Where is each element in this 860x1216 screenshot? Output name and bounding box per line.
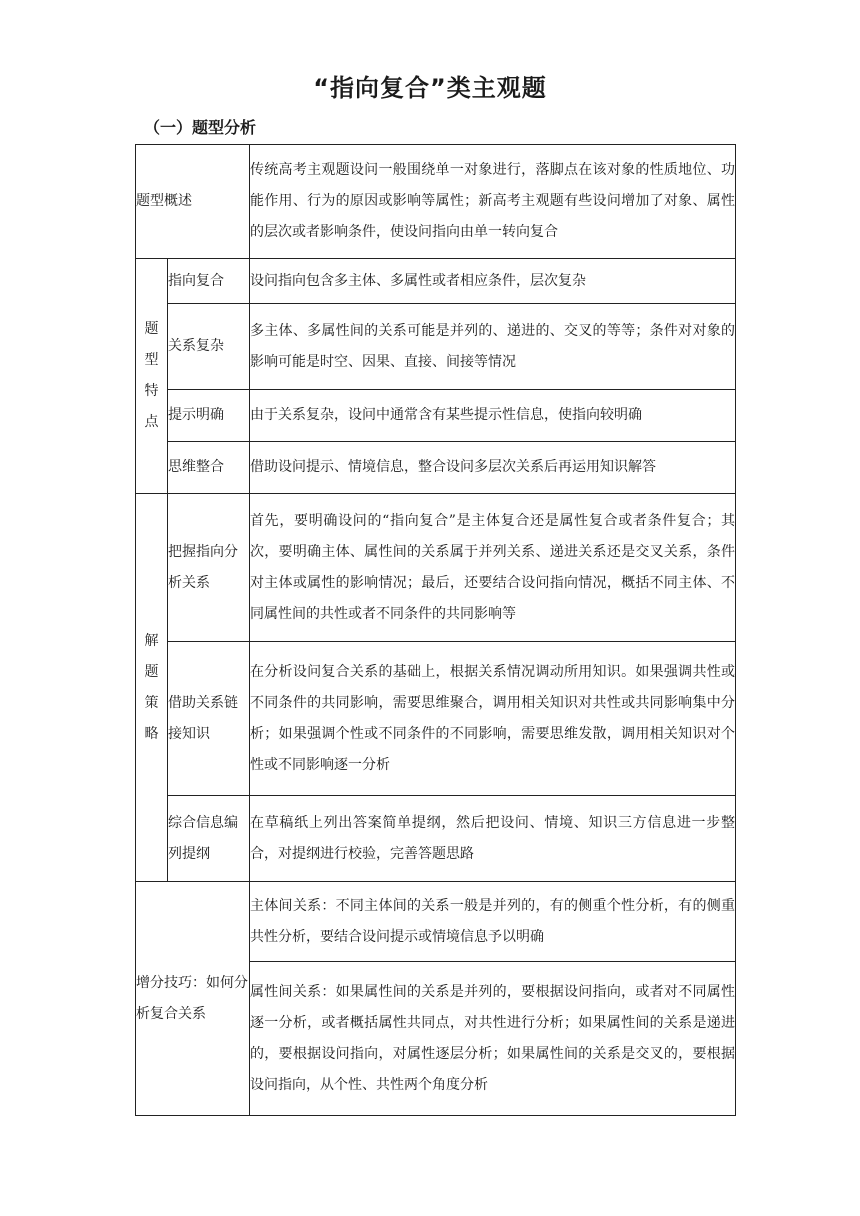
overview-label: 题型概述: [136, 145, 250, 259]
feature-row: [136, 304, 736, 390]
tips-row: [136, 882, 736, 962]
feature-content: 多主体、多属性间的关系可能是并列的、递进的、交叉的等等；条件对对象的影响可能是时空、因果、直接、间接等情况: [250, 304, 736, 390]
overview-row: [136, 145, 736, 259]
strategy-group-char: 题: [144, 663, 159, 680]
feature-row: [136, 442, 736, 494]
feature-label: 指向复合: [168, 259, 250, 304]
tips-label: 增分技巧：如何分析复合关系: [136, 882, 250, 1116]
strategy-group-char: 略: [144, 725, 159, 742]
strategy-group-char: 策: [144, 694, 159, 711]
strategy-row: [136, 494, 736, 642]
analysis-table: [135, 144, 736, 1116]
feature-label: 提示明确: [168, 390, 250, 442]
section-title: （一）题型分析: [144, 118, 257, 137]
strategy-content: 在分析设问复合关系的基础上，根据关系情况调动所用知识。如果强调共性或不同条件的共同影响，需要思维聚合，调用相关知识对共性或共同影响集中分析；如果强调个性或不同条件的不同影响，需要思维发散，调用相关知识对个性或不同影响逐一分析: [250, 642, 736, 796]
strategy-group-label: [136, 494, 168, 882]
feature-content: 设问指向包含多主体、多属性或者相应条件，层次复杂: [250, 259, 736, 304]
feature-row: [136, 390, 736, 442]
feature-row: [136, 259, 736, 304]
features-group-label: [136, 259, 168, 494]
strategy-label: 把握指向分析关系: [168, 494, 250, 642]
strategy-row: [136, 642, 736, 796]
tips-content: 主体间关系：不同主体间的关系一般是并列的，有的侧重个性分析，有的侧重共性分析，要结合设问提示或情境信息予以明确: [250, 882, 736, 962]
strategy-row: [136, 796, 736, 882]
feature-content: 借助设问提示、情境信息，整合设问多层次关系后再运用知识解答: [250, 442, 736, 494]
features-group-char: 型: [144, 352, 159, 368]
strategy-content: 在草稿纸上列出答案简单提纲，然后把设问、情境、知识三方信息进一步整合，对提纲进行校验，完善答题思路: [250, 796, 736, 882]
features-group-char: 点: [144, 414, 159, 430]
feature-content: 由于关系复杂，设问中通常含有某些提示性信息，使指向较明确: [250, 390, 736, 442]
strategy-label: 借助关系链接知识: [168, 642, 250, 796]
feature-label: 关系复杂: [168, 304, 250, 390]
strategy-group-char: 解: [144, 632, 159, 649]
strategy-content: 首先，要明确设问的“指向复合”是主体复合还是属性复合或者条件复合；其次，要明确主体、属性间的关系属于并列关系、递进关系还是交叉关系，条件对主体或属性的影响情况；最后，还要结合设问指向情况，概括不同主体、不同属性间的共性或者不同条件的共同影响等: [250, 494, 736, 642]
overview-content: 传统高考主观题设问一般围绕单一对象进行，落脚点在该对象的性质地位、功能作用、行为的原因或影响等属性；新高考主观题有些设问增加了对象、属性的层次或者影响条件，使设问指向由单一转向复合: [250, 145, 736, 259]
feature-label: 思维整合: [168, 442, 250, 494]
strategy-label: 综合信息编列提纲: [168, 796, 250, 882]
features-group-char: 题: [144, 321, 159, 337]
features-group-char: 特: [144, 383, 159, 399]
document-title: “指向复合”类主观题: [313, 74, 547, 102]
tips-content: 属性间关系：如果属性间的关系是并列的，要根据设问指向，或者对不同属性逐一分析，或者概括属性共同点，对共性进行分析；如果属性间的关系是递进的，要根据设问指向，对属性逐层分析；如果属性间的关系是交叉的，要根据设问指向，从个性、共性两个角度分析: [250, 962, 736, 1116]
